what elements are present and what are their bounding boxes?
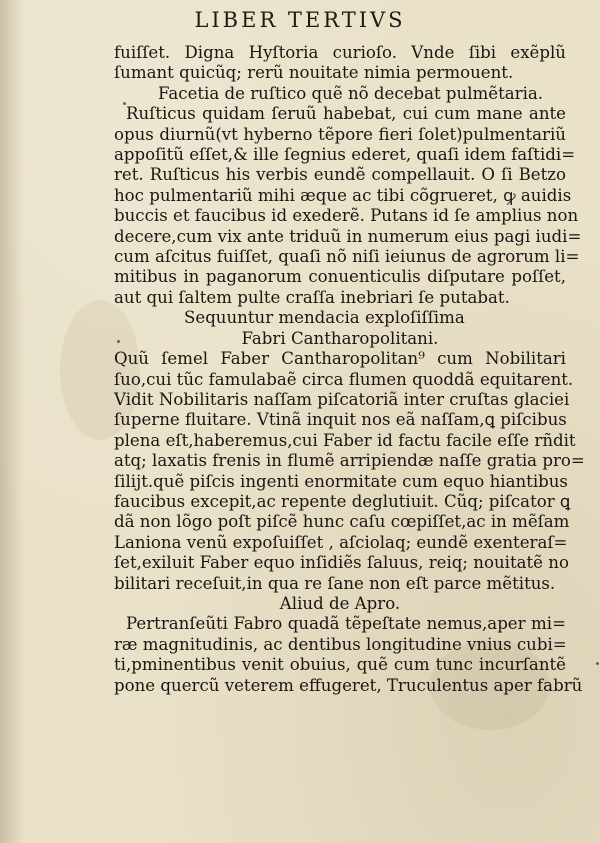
text-line: ſilijt.quẽ piſcis ingenti enormitate cum equo hiantibus [114,471,568,491]
text-line: ſumant quicũq; rerũ nouitate nimia permouent. [114,63,514,83]
text-line: Fabri Cantharopolitani. [241,328,439,348]
text-line: ræ magnitudinis, ac dentibus longitudine vnius cubi= [114,634,567,654]
text-line: mitibus in paganorum conuenticulis diſputare poſſet, [114,267,566,287]
text-line: cum aſcitus fuiſſet, quaſi nõ niſi ieiunus de agrorum li= [114,247,580,267]
text-line: Aliud de Apro. [279,593,401,613]
text-block [114,43,585,696]
text-line: atq; laxatis frenis in flumẽ arripiendæ naſſe gratia pro= [114,451,585,471]
text-line: Ruſticus quidam ſeruũ habebat, cui cum mane ante [126,104,566,124]
text-line: pone quercũ veterem effugeret, Truculentus aper fabrũ [114,675,583,695]
text-line: bilitari receſuit,in qua re ſane non eſt parce mẽtitus. [114,573,556,593]
text-line: Pertranſeũti Fabro quadã tẽpeſtate nemus,aper mi= [126,614,566,634]
text-line: ſuperne fluitare. Vtinã inquit nos eã naſſam,ꝗ piſcibus [114,410,567,430]
text-line: hoc pulmentariũ mihi æque ac tibi cõgrueret, ꝙ auidis [114,185,572,205]
text-line: aut qui ſaltem pulte craſſa inebriari ſe putabat. [114,287,510,307]
text-line: Vidit Nobilitaris naſſam piſcatoriã inter cruſtas glaciei [114,389,570,409]
text-line: faucibus excepit,ac repente deglutiuit. Cũq; piſcator ꝗ [114,491,571,511]
text-line: ti,pminentibus venit obuius, quẽ cum tunc incurſantẽ [114,655,566,675]
text-line: decere,cum vix ante triduũ in numerum eius pagi iudi= [114,226,582,246]
spine-shadow [0,0,24,843]
running-head: LIBER TERTIVS [194,8,406,32]
text-line: appoſitũ eſſet,& ille ſegnius ederet, quaſi idem faſtidi= [114,145,576,165]
marginal-mark [596,662,599,665]
text-line: Sequuntur mendacia exploſiſſima [184,308,465,328]
text-line: Facetia de ruſtico quẽ nõ decebat pulmẽtaria. [158,83,544,103]
text-line: opus diurnũ(vt hyberno tẽpore fieri ſolet)pulmentariũ [114,124,566,144]
text-line: buccis et faucibus id exederẽ. Putans id ſe amplius non [114,206,579,226]
text-line: fuiſſet. Digna Hyſtoria curioſo. Vnde ſibi exẽplũ [114,43,566,62]
text-line: Laniona venũ expoſuiſſet , aſciolaq; eundẽ exenteraſ= [114,532,568,552]
text-line: ſet,exiluit Faber equo inſidiẽs ſaluus, reiq; nouitatẽ no [114,553,569,573]
text-line: ret. Ruſticus his verbis eundẽ compellauit. O ſi Betzo [114,165,566,185]
text-line: plena eſt,haberemus,cui Faber id factu facile eſſe rñdit [114,430,576,450]
text-line: Quũ ſemel Faber Cantharopolitan⁹ cum Nobilitari [114,349,566,369]
text-line: ſuo,cui tũc famulabaẽ circa flumen quoddã equitarent. [114,369,574,389]
text-line: dã non lõgo poſt piſcẽ hunc caſu cœpiſſet,ac in mẽſam [114,512,570,532]
